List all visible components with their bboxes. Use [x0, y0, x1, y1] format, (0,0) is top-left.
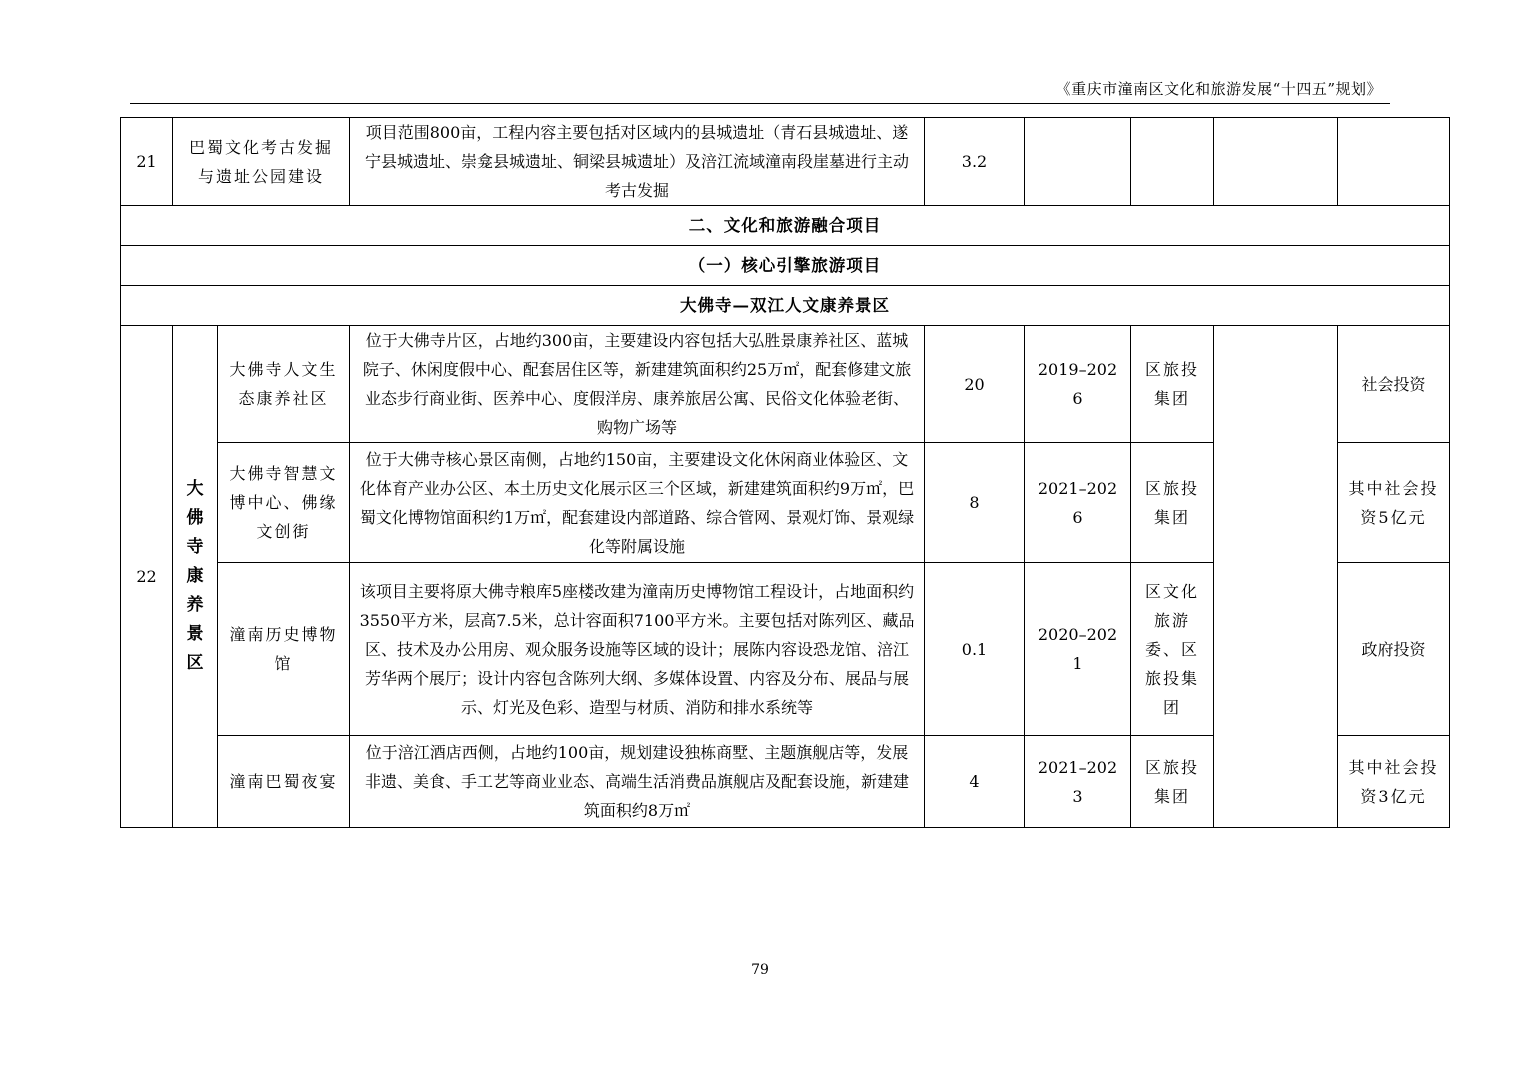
header-rule	[130, 103, 1390, 104]
period: 2021–2023	[1025, 736, 1131, 828]
fund-source: 其中社会投资5亿元	[1338, 443, 1450, 563]
section-heading-row	[121, 206, 1450, 246]
section-heading: 二、文化和旅游融合项目	[121, 206, 1450, 246]
project-table	[120, 117, 1450, 828]
scenic-area-heading-row	[121, 286, 1450, 326]
project-name: 潼南巴蜀夜宴	[218, 736, 350, 828]
fund-source: 政府投资	[1338, 563, 1450, 736]
project-name: 大佛寺智慧文博中心、佛缘文创街	[218, 443, 350, 563]
owner: 区文化旅游委、区旅投集团	[1131, 563, 1214, 736]
table-row	[121, 326, 1450, 443]
row-number: 21	[121, 118, 173, 206]
period: 2020–2021	[1025, 563, 1131, 736]
running-header: 《重庆市潼南区文化和旅游发展“十四五”规划》	[1055, 80, 1382, 98]
owner: 区旅投集团	[1131, 443, 1214, 563]
subsection-heading-row	[121, 246, 1450, 286]
project-name: 潼南历史博物馆	[218, 563, 350, 736]
row-number: 22	[121, 326, 173, 828]
investment: 8	[925, 443, 1025, 563]
fund-source: 社会投资	[1338, 326, 1450, 443]
subsection-heading: （一）核心引擎旅游项目	[121, 246, 1450, 286]
project-content: 位于涪江酒店西侧，占地约100亩，规划建设独栋商墅、主题旗舰店等，发展非遗、美食、手工艺等商业业态、高端生活消费品旗舰店及配套设施，新建建筑面积约8万㎡	[350, 736, 925, 828]
project-name: 巴蜀文化考古发掘与遗址公园建设	[173, 118, 350, 206]
investment: 3.2	[925, 118, 1025, 206]
investment: 20	[925, 326, 1025, 443]
project-content: 位于大佛寺核心景区南侧，占地约150亩，主要建设文化休闲商业体验区、文化体育产业办公区、本土历史文化展示区三个区域，新建建筑面积约9万㎡，巴蜀文化博物馆面积约1万㎡，配套建设内部道路、综合管网、景观灯饰、景观绿化等附属设施	[350, 443, 925, 563]
blank-cell	[1214, 326, 1338, 828]
scenic-area-name: 大佛寺康养景区	[173, 326, 218, 828]
fund-source	[1338, 118, 1450, 206]
table-row	[121, 118, 1450, 206]
blank-cell	[1214, 118, 1338, 206]
investment: 0.1	[925, 563, 1025, 736]
fund-source: 其中社会投资3亿元	[1338, 736, 1450, 828]
owner	[1131, 118, 1214, 206]
period	[1025, 118, 1131, 206]
owner: 区旅投集团	[1131, 736, 1214, 828]
period: 2021–2026	[1025, 443, 1131, 563]
project-name: 大佛寺人文生态康养社区	[218, 326, 350, 443]
period: 2019–2026	[1025, 326, 1131, 443]
project-content: 项目范围800亩，工程内容主要包括对区域内的县城遗址（青石县城遗址、遂宁县城遗址、崇龛县城遗址、铜梁县城遗址）及涪江流域潼南段崖墓进行主动考古发掘	[350, 118, 925, 206]
project-content: 该项目主要将原大佛寺粮库5座楼改建为潼南历史博物馆工程设计，占地面积约3550平方米，层高7.5米，总计容面积7100平方米。主要包括对陈列区、藏品区、技术及办公用房、观众服务设施等区域的设计；展陈内容设恐龙馆、涪江芳华两个展厅；设计内容包含陈列大纲、多媒体设置、内容及分布、展品与展示、灯光及色彩、造型与材质、消防和排水系统等	[350, 563, 925, 736]
owner: 区旅投集团	[1131, 326, 1214, 443]
scenic-area-heading: 大佛寺—双江人文康养景区	[121, 286, 1450, 326]
page-number: 79	[751, 962, 769, 978]
project-content: 位于大佛寺片区，占地约300亩，主要建设内容包括大弘胜景康养社区、蓝城院子、休闲度假中心、配套居住区等，新建建筑面积约25万㎡，配套修建文旅业态步行商业街、医养中心、度假洋房、康养旅居公寓、民俗文化体验老街、购物广场等	[350, 326, 925, 443]
investment: 4	[925, 736, 1025, 828]
